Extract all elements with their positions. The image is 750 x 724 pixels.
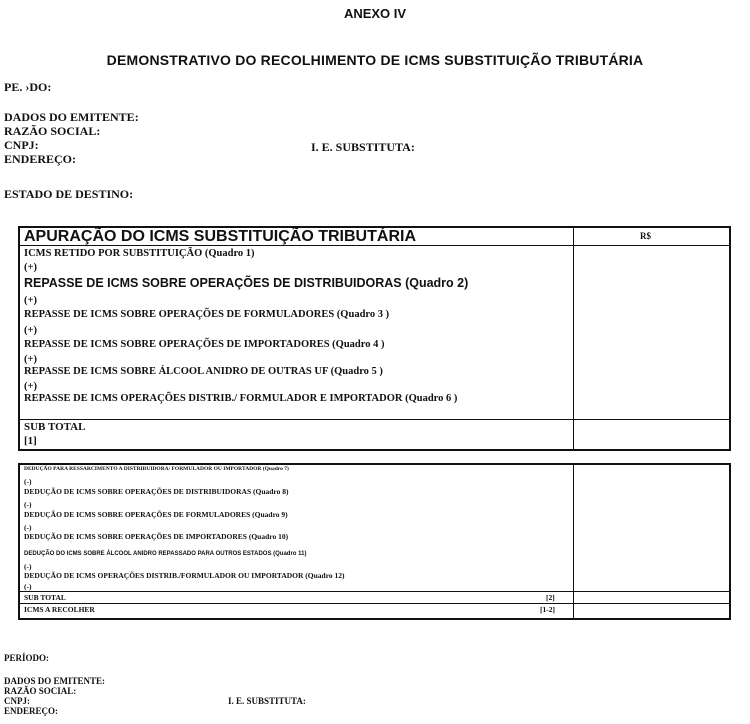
footer-emitter-section-label: DADOS DO EMITENTE: — [4, 676, 106, 686]
ie-substituta-label: I. E. SUBSTITUTA: — [311, 140, 415, 154]
row-icms-retido: ICMS RETIDO POR SUBSTITUIÇÃO (Quadro 1) — [24, 248, 255, 259]
row-repasse-alcool-anidro: REPASSE DE ICMS SOBRE ÁLCOOL ANIDRO DE OUTRAS UF (Quadro 5 ) — [24, 366, 383, 377]
apuracao-table — [18, 226, 731, 451]
row-repasse-importadores: REPASSE DE ICMS SOBRE OPERAÇÕES DE IMPORTADORES (Quadro 4 ) — [24, 339, 385, 350]
row-deducao-alcool-anidro: DEDUÇÃO DO ICMS SOBRE ÁLCOOL ANIDRO REPASSADO PARA OUTROS ESTADOS (Quadro 11) — [24, 551, 307, 557]
row-repasse-formuladores: REPASSE DE ICMS SOBRE OPERAÇÕES DE FORMULADORES (Quadro 3 ) — [24, 309, 390, 320]
row-deducao-distribuidoras: DEDUÇÃO DE ICMS SOBRE OPERAÇÕES DE DISTRIBUIDORAS (Quadro 8) — [24, 487, 289, 496]
subtotal-ref: [1] — [24, 435, 37, 447]
emitter-section-label: DADOS DO EMITENTE: — [4, 110, 139, 124]
footer-razao-social-label: RAZÃO SOCIAL: — [4, 686, 77, 696]
row-operator: (+) — [24, 295, 37, 306]
column-divider — [573, 228, 574, 449]
deducao-table — [18, 463, 731, 620]
column-divider — [573, 465, 574, 618]
row-operator: (-) — [24, 523, 32, 532]
period-label: PE. ›DO: — [4, 80, 52, 94]
apuracao-table-title: APURAÇÃO DO ICMS SUBSTITUIÇÃO TRIBUTÁRIA — [24, 228, 416, 245]
row-repasse-distrib-formulador-importador: REPASSE DE ICMS OPERAÇÕES DISTRIB./ FORMULADOR E IMPORTADOR (Quadro 6 ) — [24, 393, 458, 404]
subtotal-label: SUB TOTAL — [24, 593, 66, 602]
row-operator: (+) — [24, 262, 37, 273]
estado-destino-label: ESTADO DE DESTINO: — [4, 187, 134, 201]
row-deducao-formuladores: DEDUÇÃO DE ICMS SOBRE OPERAÇÕES DE FORMULADORES (Quadro 9) — [24, 510, 288, 519]
footer-cnpj-label: CNPJ: — [4, 696, 30, 706]
subtotal-label: SUB TOTAL — [24, 421, 86, 433]
footer-endereco-label: ENDEREÇO: — [4, 706, 59, 716]
annex-title: ANEXO IV — [343, 6, 407, 21]
row-operator: (-) — [24, 582, 32, 591]
icms-a-recolher-label: ICMS A RECOLHER — [24, 605, 95, 614]
subtotal-divider — [20, 591, 729, 592]
row-operator: (+) — [24, 381, 37, 392]
row-operator: (-) — [24, 477, 32, 486]
subtotal-divider — [20, 419, 729, 420]
row-operator: (-) — [24, 500, 32, 509]
subtotal-ref: [2] — [546, 593, 555, 602]
cnpj-label: CNPJ: — [4, 138, 39, 152]
rs-column-header: R$ — [640, 231, 651, 241]
icms-a-recolher-ref: [1-2] — [540, 605, 555, 614]
razao-social-label: RAZÃO SOCIAL: — [4, 124, 101, 138]
document-title: DEMONSTRATIVO DO RECOLHIMENTO DE ICMS SUBSTITUIÇÃO TRIBUTÁRIA — [106, 52, 644, 68]
row-repasse-distribuidoras: REPASSE DE ICMS SOBRE OPERAÇÕES DE DISTRIBUIDORAS (Quadro 2) — [24, 276, 469, 290]
footer-period-label: PERÍODO: — [4, 653, 49, 663]
endereco-label: ENDEREÇO: — [4, 152, 77, 166]
row-operator: (-) — [24, 562, 32, 571]
row-operator: (+) — [24, 325, 37, 336]
row-deducao-importadores: DEDUÇÃO DE ICMS SOBRE OPERAÇÕES DE IMPORTADORES (Quadro 10) — [24, 532, 289, 541]
footer-ie-substituta-label: I. E. SUBSTITUTA: — [228, 696, 306, 706]
row-deducao-distrib-formulador-importador: DEDUÇÃO DE ICMS OPERAÇÕES DISTRIB./FORMULADOR OU IMPORTADOR (Quadro 12) — [24, 571, 345, 580]
row-operator: (+) — [24, 354, 37, 365]
total-divider — [20, 603, 729, 604]
row-deducao-ressarcimento: DEDUÇÃO PARA RESSARCIMENTO A DISTRIBUIDORA/ FORMULADOR OU IMPORTADOR (Quadro 7) — [24, 466, 289, 472]
